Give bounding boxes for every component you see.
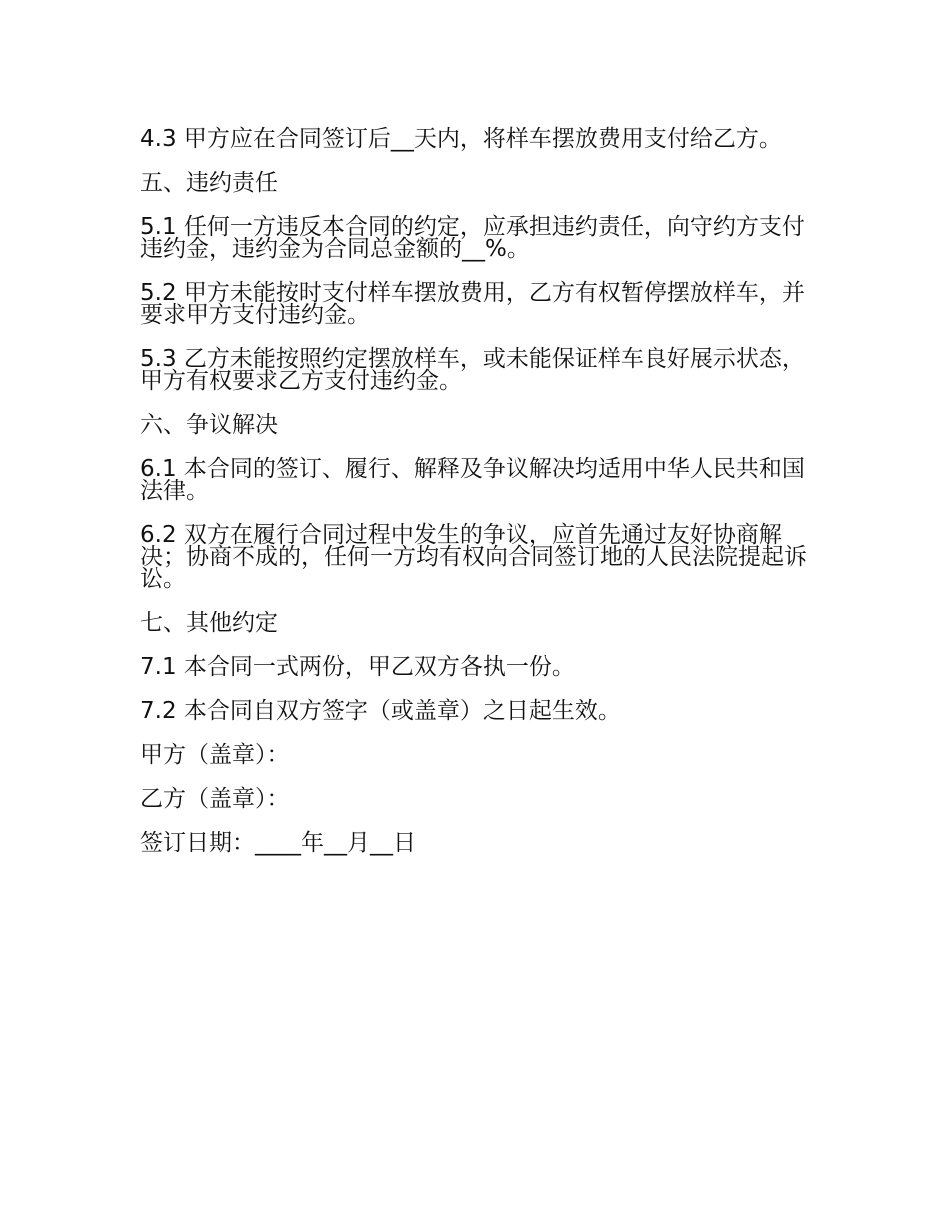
section-heading-dispute: 六、争议解决 [140, 412, 278, 438]
party-a-seal: 甲方（盖章）： [140, 742, 290, 768]
signing-date: 签订日期：____年__月__日 [140, 830, 416, 856]
section-heading-other: 七、其他约定 [140, 610, 278, 636]
clause-5-2: 5.2 甲方未能按时支付样车摆放费用，乙方有权暂停摆放样车，并要求甲方支付违约金。 [140, 280, 805, 328]
clause-7-1: 7.1 本合同一式两份，甲乙双方各执一份。 [140, 654, 575, 680]
clause-7-2: 7.2 本合同自双方签字（或盖章）之日起生效。 [140, 698, 621, 724]
section-heading-breach: 五、违约责任 [140, 170, 278, 196]
document-page [140, 128, 815, 876]
clause-5-1: 5.1 任何一方违反本合同的约定，应承担违约责任，向守约方支付违约金，违约金为合同总金额的__%。 [140, 214, 805, 262]
party-b-seal: 乙方（盖章）： [140, 786, 290, 812]
clause-4-3: 4.3 甲方应在合同签订后__天内，将样车摆放费用支付给乙方。 [140, 126, 782, 152]
clause-6-2: 6.2 双方在履行合同过程中发生的争议，应首先通过友好协商解决；协商不成的，任何一方均有权向合同签订地的人民法院提起诉讼。 [140, 522, 807, 592]
clause-6-1: 6.1 本合同的签订、履行、解释及争议解决均适用中华人民共和国法律。 [140, 456, 805, 504]
clause-5-3: 5.3 乙方未能按照约定摆放样车，或未能保证样车良好展示状态，甲方有权要求乙方支付违约金。 [140, 346, 805, 394]
